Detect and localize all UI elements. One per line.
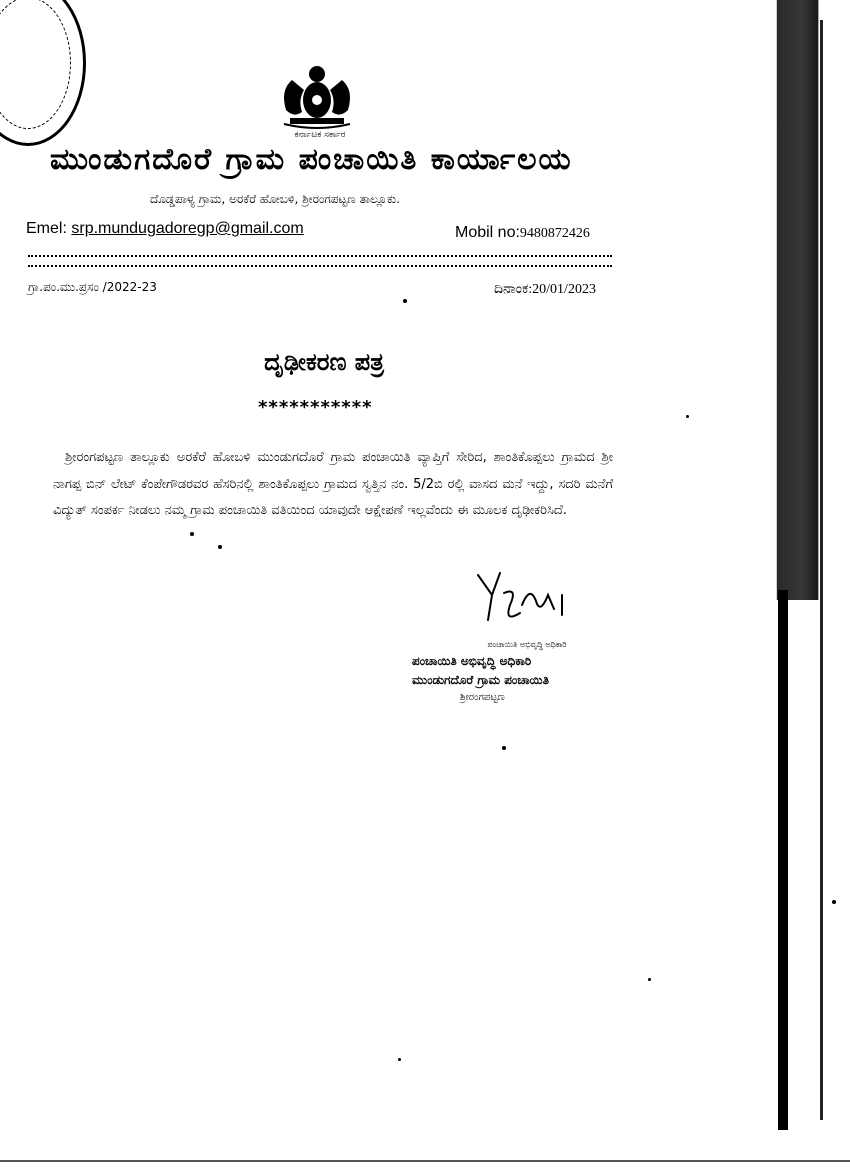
handwritten-signature <box>470 565 580 635</box>
mobile-number: 9480872426 <box>519 226 590 241</box>
scan-edge-strip <box>820 20 823 1120</box>
scan-edge-line <box>778 590 788 1130</box>
scan-speck <box>648 978 651 981</box>
email-label: Emel: <box>26 220 67 237</box>
document-title: ದೃಢೀಕರಣ ಪತ್ರ <box>264 348 384 376</box>
scan-speck <box>398 1058 401 1061</box>
office-address: ದೊಡ್ಡಪಾಳ್ಯ ಗ್ರಾಮ, ಅರಕೆರೆ ಹೋಬಳಿ, ಶ್ರೀರಂಗಪಟ್ಟಣ ತಾಲ್ಲೂಕು. <box>150 192 400 206</box>
seal-line-officer: ಪಂಚಾಯಿತಿ ಅಭಿವೃದ್ಧಿ ಅಧಿಕಾರಿ <box>412 654 532 668</box>
scan-speck <box>502 746 506 750</box>
scan-speck <box>832 900 836 904</box>
signatory-designation: ಪಂಚಾಯಿತಿ ಅಭಿವೃದ್ಧಿ ಅಧಿಕಾರಿ <box>487 640 567 649</box>
date-row <box>494 282 596 298</box>
scan-bottom-edge <box>0 1160 850 1162</box>
scan-speck <box>403 299 407 303</box>
body-paragraph: ಶ್ರೀರಂಗಪಟ್ಟಣ ತಾಲ್ಲೂಕು ಅರಕೆರೆ ಹೋಬಳಿ ಮುಂಡುಗದೊರೆ ಗ್ರಾಮ ಪಂಚಾಯಿತಿ ವ್ಯಾಪ್ತಿಗೆ ಸೇರಿದ, ಶಾಂತಿಕೊಪ್ಪಲು ಗ್ರಾಮದ ಶ್ರೀ ನಾಗಪ್ಪ ಬಿನ್ ಲೇಟ್ ಕೆಂಪೇಗೌಡರವರ ಹೆಸರಿನಲ್ಲಿ ಶಾಂತಿಕೊಪ್ಪಲು ಗ್ರಾಮದ ಸ್ವತ್ತಿನ ನಂ. 5/2ಬಿ ರಲ್ಲಿ ವಾಸದ ಮನೆ ಇದ್ದು, ಸದರಿ ಮನೆಗೆ ವಿದ್ಯುತ್ ಸಂಪರ್ಕ ನೀಡಲು ನಮ್ಮ ಗ್ರಾಮ ಪಂಚಾಯಿತಿ ವತಿಯಿಂದ ಯಾವುದೇ ಆಕ್ಷೇಪಣೆ ಇಲ್ಲವೆಂದು ಈ ಮೂಲಕ ದೃಢೀಕರಿಸಿದೆ. <box>53 450 613 518</box>
seal-block <box>412 640 612 703</box>
mobile-label: Mobil no: <box>455 224 520 241</box>
date-value: 20/01/2023 <box>532 282 596 297</box>
scan-speck <box>190 532 194 536</box>
title-stars: *********** <box>258 397 373 418</box>
date-label: ದಿನಾಂಕ: <box>494 282 533 297</box>
header-separator <box>28 255 612 267</box>
reference-number: ಗ್ರಾ.ಪಂ.ಮು.ಪ್ರಸಂ /2022-23 <box>28 280 157 294</box>
email-link[interactable]: srp.mundugadoregp@gmail.com <box>71 220 304 237</box>
scan-speck <box>218 545 222 549</box>
scan-speck <box>686 415 689 418</box>
state-emblem-icon <box>272 60 362 130</box>
email-row <box>26 220 304 238</box>
seal-line-taluk: ಶ್ರೀರಂಗಪಟ್ಟಣ <box>460 692 505 703</box>
seal-line-panchayat: ಮುಂಡುಗದೊರೆ ಗ್ರಾಮ ಪಂಚಾಯಿತಿ <box>412 673 549 687</box>
corner-stamp <box>0 0 86 146</box>
mobile-row <box>455 224 590 242</box>
govt-label: ಕರ್ನಾಟಕ ಸರ್ಕಾರ <box>294 130 346 140</box>
office-name: ಮುಂಡುಗದೊರೆ ಗ್ರಾಮ ಪಂಚಾಯಿತಿ ಕಾರ್ಯಾಲಯ <box>50 142 573 177</box>
scan-edge-shadow <box>770 0 850 600</box>
